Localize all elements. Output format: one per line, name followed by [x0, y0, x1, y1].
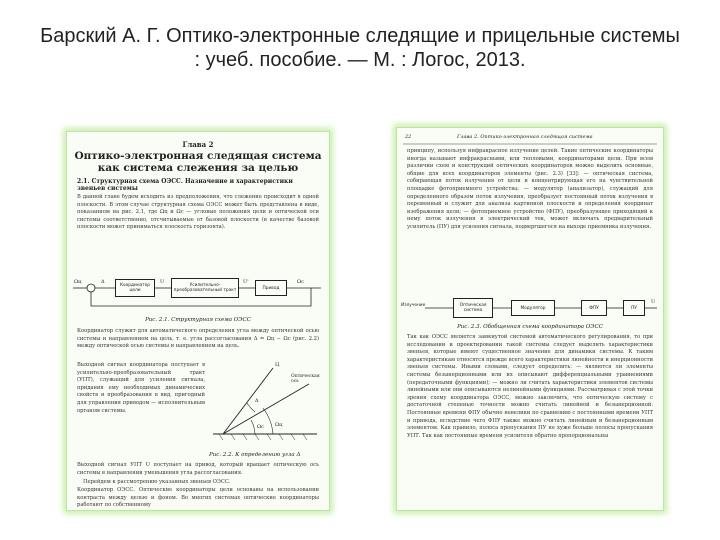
label-optical-axis: Оптическая ось	[291, 374, 320, 384]
block-amplifier-tract: Усилительно-преобразовательный тракт	[171, 278, 239, 298]
figure-2-3-caption: Рис. 2.3. Обобщенная схема координатора ОЭСС	[457, 324, 603, 330]
block-fpu: ФПУ	[581, 300, 607, 316]
running-head: Глава 2. Оптико-электронная следящая система	[457, 134, 593, 140]
chapter-heading: Оптико-электронная следящая система как система слежения за целью	[74, 150, 322, 174]
figure-2-1-caption: Рис. 2.1. Структурная схема ОЭСС	[145, 317, 251, 323]
slide-title: Барский А. Г. Оптико-электронные следящие и прицельные системы : учеб. пособие. — М. : Логос, 2013.	[40, 25, 680, 71]
figure-2-2	[209, 360, 321, 452]
paragraph-drive: Выходной сигнал УПТ U поступает на привод, который вращает оптическую ось системы в направлении уменьшения угла рассогласования.	[77, 462, 319, 476]
label-output-u: U	[651, 299, 656, 305]
label-omega-s-angle: Ωс	[257, 424, 264, 430]
label-u: U	[160, 279, 165, 285]
label-target-point: Ц	[275, 362, 280, 368]
running-head-rule	[397, 143, 663, 147]
figure-2-1	[71, 274, 325, 314]
label-delta: Δ	[101, 279, 105, 285]
label-u-prime: U'	[243, 279, 249, 285]
paragraph-upt: Выходной сигнал координатора поступает в усилительно-преобразовательный тракт (УПТ), служащий для усиления сигнала, придания ему необходимых динамических свойств и преобразования в вид, пригодный для управления приводом — исполнительным органом системы.	[77, 362, 205, 414]
label-omega-c-angle: Ωц	[275, 422, 283, 428]
block-coordinator: Координатор цели	[115, 279, 155, 297]
left-page-scan	[66, 131, 330, 511]
block-drive: Привод	[255, 280, 287, 296]
paragraph-transition: Перейдем к рассмотрению указанных звеньев ОЭСС.	[83, 479, 231, 485]
label-delta-angle: Δ	[255, 398, 259, 404]
page-number: 22	[405, 134, 412, 140]
chapter-label: Глава 2	[182, 140, 214, 149]
right-page-scan	[396, 127, 664, 511]
block-pu: ПУ	[623, 300, 645, 316]
label-omega-system: Ωс	[297, 279, 304, 285]
paragraph-coordinator: Координатор служит для автоматического определения угла между оптической осью системы и направлением на цель, т. е. угла рассогласования Δ = Ωц − Ωс (рис. 2.2) между оптической осью системы и направлением на цель.	[77, 328, 319, 350]
paragraph-coordinator-oess: Координатор ОЭСС. Оптические координаторы цели основаны на использовании контраста между целью и фоном. Во многих системах оптические координаторы работают по собственному	[77, 487, 319, 509]
block-optical-system: Оптическая система	[453, 298, 493, 318]
label-omega-target: Ωц	[74, 279, 82, 285]
right-text-bottom: Так как ОЭСС является замкнутой системой автоматического регулирования, то при исследовании и проектировании такой системы следует выделить характеристики звеньев, которые имеют существенное значение для динамики системы. К таким характеристикам относятся прежде всего характеристики линейности и инерционности звеньев системы. Иными словами, следует определить: — являются ли элементы системы безынерционными или их описывают дифференциальными уравнениями (передаточными функциями); — можно ли считать характеристики элементов системы линейными или они описываются нелинейными функциями. Рассматривая с этой точки зрения схему координатора ОЭСС, можно заключить, что оптическую систему с достаточной степенью точности можно считать линейной и безынерционной. Постоянные времени ФПУ обычно невелики по сравнению с постоянными времени УПТ и привода, вследствие чего ФПУ также можно считать линейным и безынерционным элементом. Как правило, полоса пропускания ПУ не хуже больше полосы пропускания УПТ. Так как постоянные времени усилителя обратно пропорциональны	[407, 334, 653, 439]
section-heading: 2.1. Структурная схема ОЭСС. Назначение и характеристики звеньев системы	[77, 178, 293, 192]
figure-2-2-caption: Рис. 2.2. К определению угла Δ	[209, 452, 301, 458]
right-text-top: принципу, используя инфракрасное излучение целей. Такие оптические координаторы иногда называют инфракрасными, или тепловыми, координаторами цели. При всем различии схем и конструкций оптических координаторов можно выделить основные, общие для всех координаторов элементы (рис. 2.3) [33]: — оптическая система, собирающая поток излучения от цели и концентрирующая его на чувствительной площадке фотоприемного устройства; — модулятор (анализатор), служащий для определенного образом поток излучения, преобразует постоянный поток излучения в переменный и служит для анализа картинной плоскости и определения координат изображения цели; — фотоприемное устройство (ФПУ), преобразующее приходящий к нему поток излучения в электрический ток, может включать предварительный усилитель (ПУ) для усиления сигнала, подвергшегося на выходе приемника излучения.	[407, 148, 653, 230]
label-radiation: Излучение	[401, 303, 426, 308]
figure-2-3	[401, 294, 659, 322]
intro-paragraph: В данной главе будем исходить из предположения, что слежение происходит в одной плоскости. В этом случае структурная схема ОЭСС может быть представлена в виде, показанном на рис. 2.1, где Ωц и Ωс — угловые положения цели и оптической оси системы соответственно, отсчитываемые от базовой плоскости (в качестве базовой плоскости может приниматься плоскость горизонта).	[77, 194, 319, 231]
block-modulator: Модулятор	[511, 300, 555, 316]
